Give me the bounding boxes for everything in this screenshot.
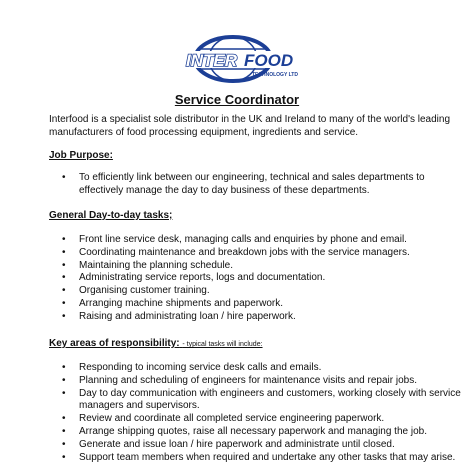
job-purpose-heading [49, 150, 113, 161]
list-item: • Support team members when required and undertake any other tasks that may arise. [49, 452, 469, 465]
list-item: • Raising and administrating loan / hire paperwork. [49, 311, 469, 324]
general-tasks-heading [49, 210, 172, 221]
intro-paragraph: Interfood is a specialist sole distributor in the UK and Ireland to many of the world's leading manufacturers of food processing equipment, ingredients and service. [49, 114, 451, 138]
logo-word-inter: INTER [186, 51, 237, 70]
list-item: • Coordinating maintenance and breakdown jobs with the service managers. [49, 247, 469, 260]
list-item: • Arranging machine shipments and paperwork. [49, 298, 469, 311]
page-title: Service Coordinator [174, 92, 300, 107]
job-purpose-heading-text: Job Purpose: [49, 150, 113, 161]
list-item: • Arrange shipping quotes, raise all necessary paperwork and managing the job. [49, 426, 469, 439]
interfood-logo [178, 32, 306, 90]
general-tasks-heading-text: General Day-to-day tasks; [49, 210, 173, 221]
list-item: • To efficiently link between our engineering, technical and sales departments to effectively manage the day to day business of these departments. [49, 172, 469, 198]
key-areas-note: - typical tasks will include: [182, 341, 263, 348]
list-item: • Day to day communication with engineers and customers, working closely with service managers and supervisors. [49, 388, 469, 414]
logo-tagline: TECHNOLOGY LTD [252, 72, 298, 78]
job-purpose-list [49, 172, 469, 198]
key-areas-heading [49, 338, 263, 349]
list-item: • Generate and issue loan / hire paperwork and administrate until closed. [49, 439, 469, 452]
key-areas-list [49, 362, 469, 464]
list-item: • Planning and scheduling of engineers for maintenance visits and repair jobs. [49, 375, 469, 388]
list-item: • Front line service desk, managing calls and enquiries by phone and email. [49, 234, 469, 247]
list-item: • Administrating service reports, logs and documentation. [49, 272, 469, 285]
list-item: • Review and coordinate all completed service engineering paperwork. [49, 413, 469, 426]
list-item: • Organising customer training. [49, 285, 469, 298]
list-item: • Responding to incoming service desk calls and emails. [49, 362, 469, 375]
general-tasks-list [49, 234, 469, 324]
list-item: • Maintaining the planning schedule. [49, 260, 469, 273]
key-areas-heading-text: Key areas of responsibility: [49, 338, 180, 349]
logo-word-food: FOOD [244, 51, 294, 70]
